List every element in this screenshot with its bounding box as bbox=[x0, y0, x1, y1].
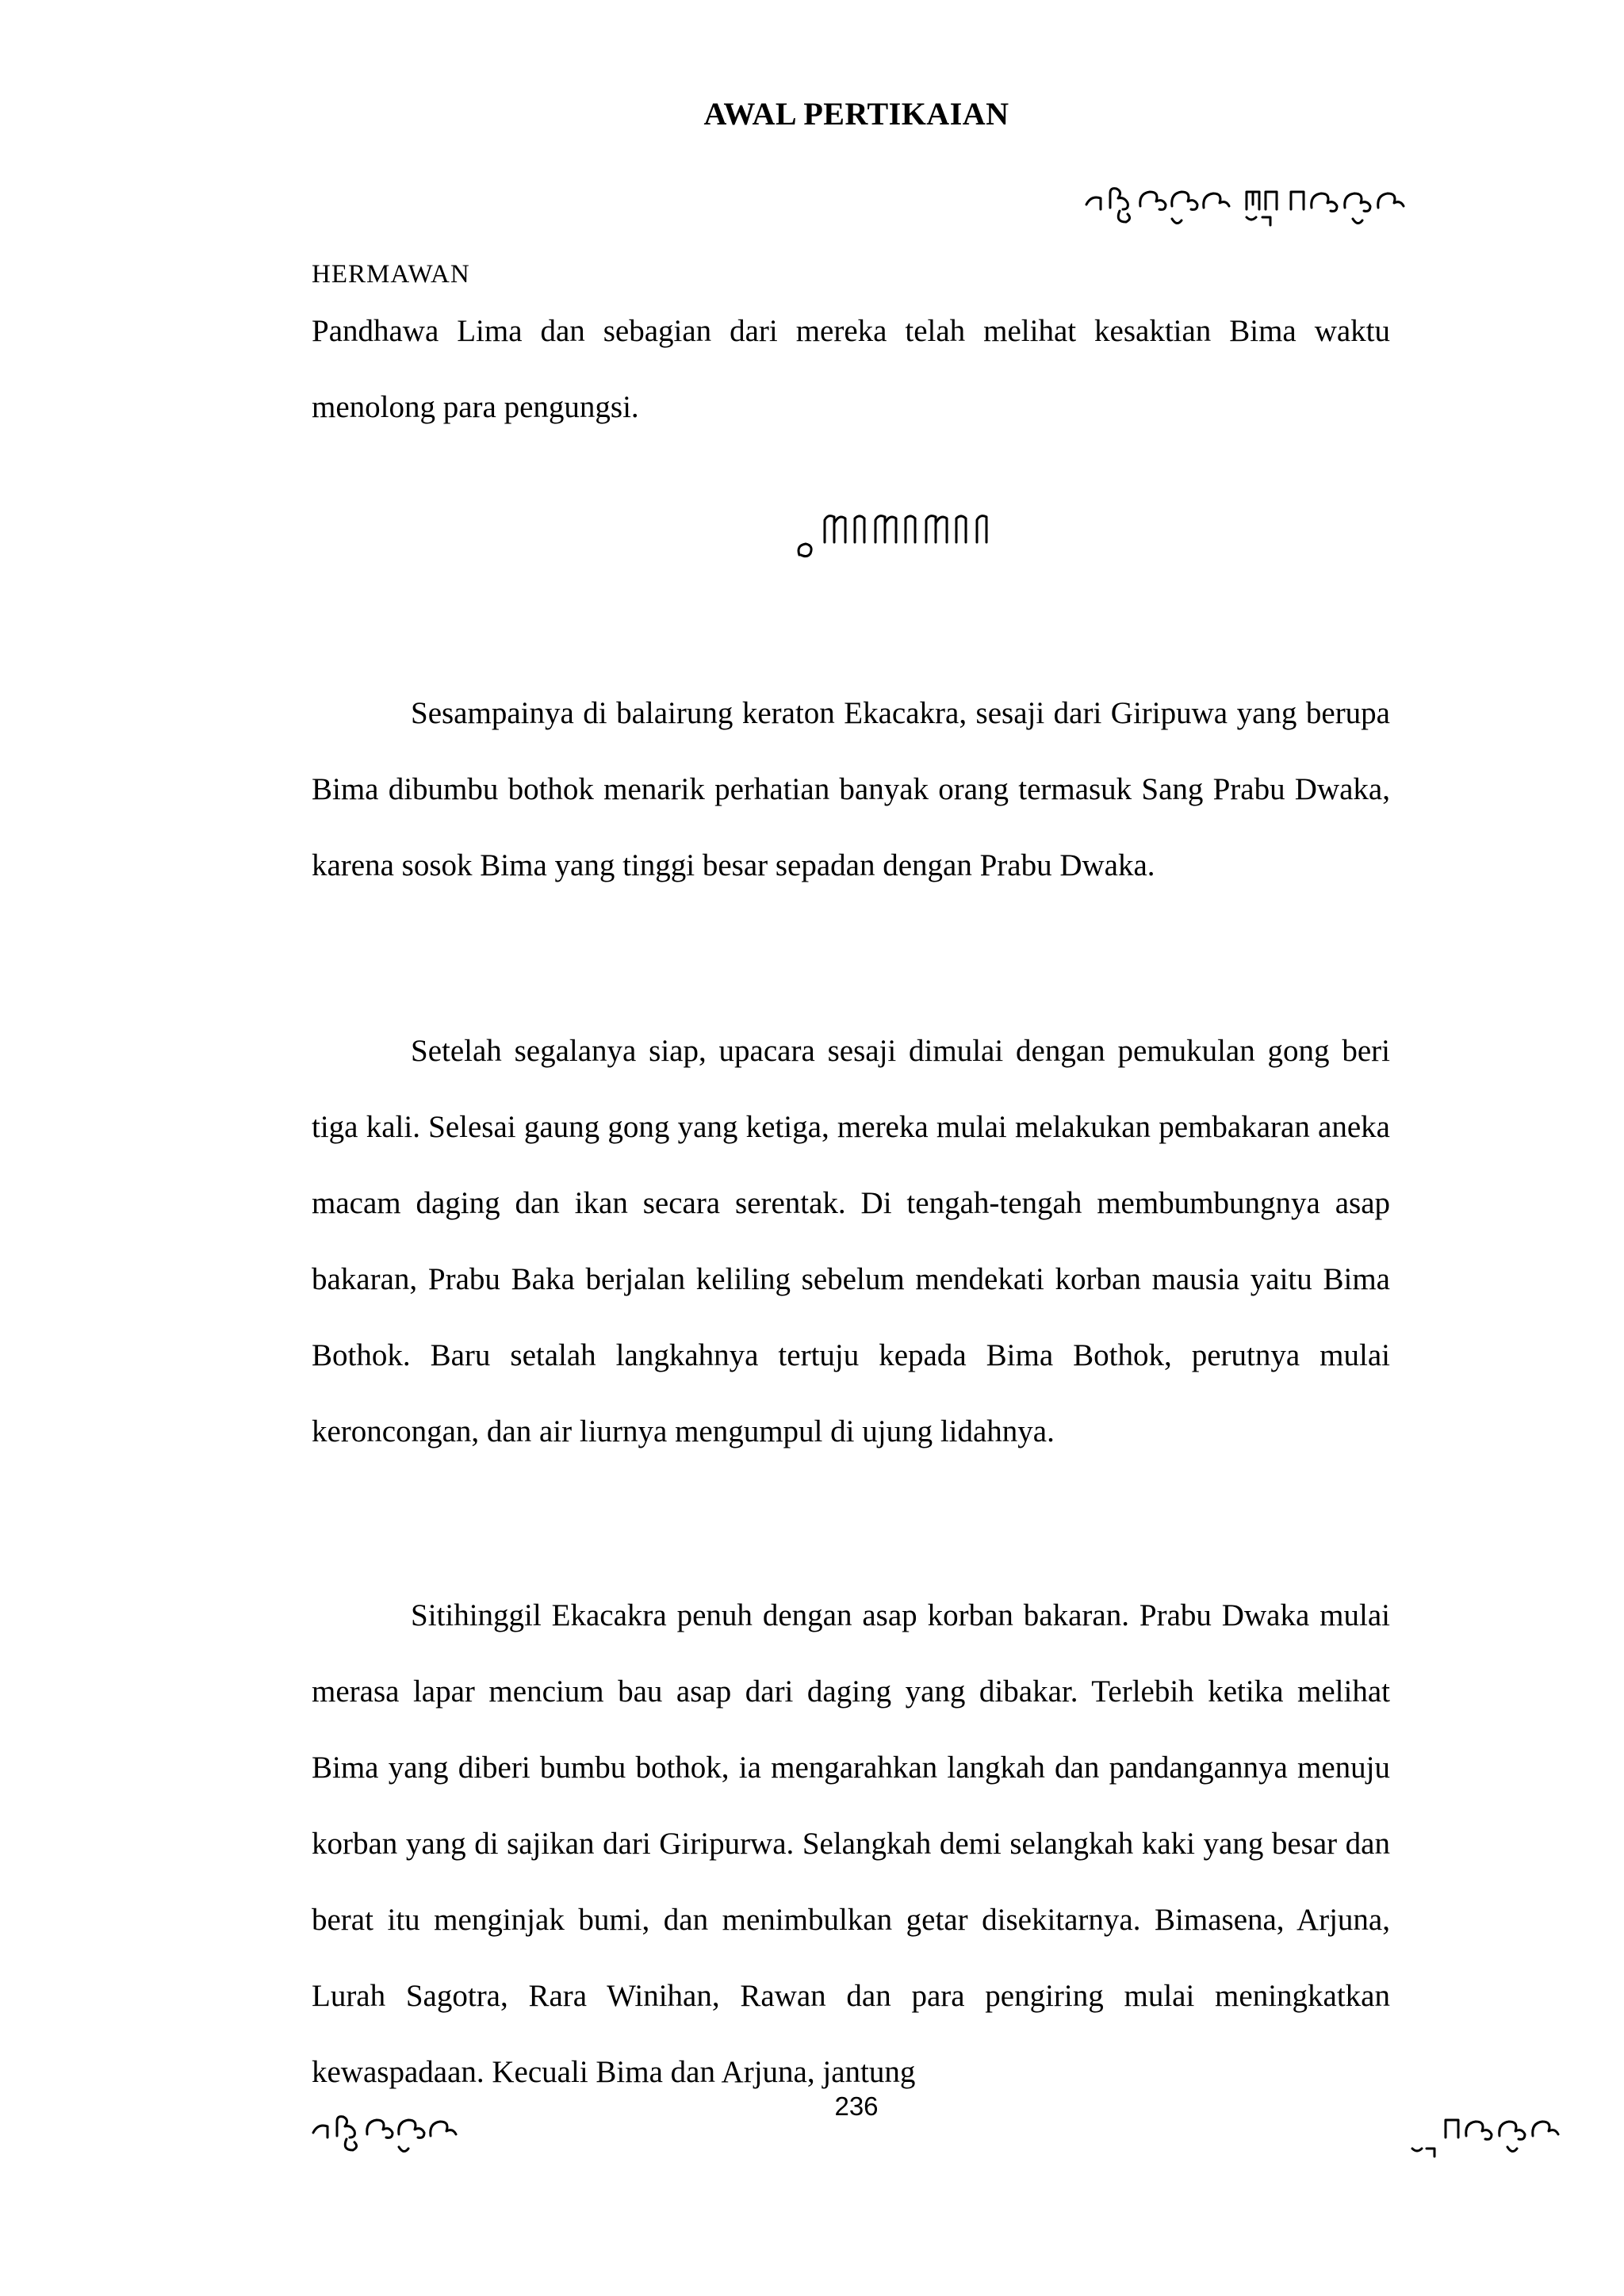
paragraph bbox=[312, 675, 1390, 904]
paragraph-text: Sitihinggil Ekacakra penuh dengan asap korban bakaran. Prabu Dwaka mulai merasa lapar mencium bau asap dari daging yang dibakar. Terlebih ketika melihat Bima yang diberi bumbu bothok, ia mengarahkan langkah dan pandangannya menuju korban yang di sajikan dari Giripurwa. Selangkah demi selangkah kaki yang besar dan berat itu menginjak bumi, dan menimbulkan getar disekitarnya. Bimasena, Arjuna, Lurah Sagotra, Rara Winihan, Rawan dan para pengiring mulai meningkatkan kewaspadaan. Kecuali Bima dan Arjuna, jantung bbox=[312, 1598, 1390, 2089]
intro-text: Pandhawa Lima dan sebagian dari mereka telah melihat kesaktian Bima waktu menolong para pengungsi. bbox=[312, 314, 1390, 424]
javanese-script-ornament-icon bbox=[1083, 181, 1416, 236]
page-number: 236 bbox=[834, 2091, 879, 2121]
page-title: AWAL PERTIKAIAN bbox=[703, 96, 1009, 132]
author-name: HERMAWAN bbox=[312, 260, 470, 289]
javanese-script-divider-icon bbox=[793, 507, 999, 563]
paragraph bbox=[312, 1578, 1390, 2110]
paragraph bbox=[312, 1013, 1390, 1470]
javanese-script-ornament-icon bbox=[310, 2109, 492, 2164]
javanese-script-ornament-icon bbox=[1409, 2109, 1568, 2164]
paragraph-text: Setelah segalanya siap, upacara sesaji dimulai dengan pemukulan gong beri tiga kali. Selesai gaung gong yang ketiga, mereka mulai melakukan pembakaran aneka macam daging dan ikan secara serentak. Di tengah-tengah membumbungnya asap bakaran, Prabu Baka berjalan keliling sebelum mendekati korban mausia yaitu Bima Bothok. Baru setalah langkahnya tertuju kepada Bima Bothok, perutnya mulai keroncongan, dan air liurnya mengumpul di ujung lidahnya. bbox=[312, 1034, 1390, 1448]
paragraph-text: Sesampainya di balairung keraton Ekacakra, sesaji dari Giripuwa yang berupa Bima dibumbu bothok menarik perhatian banyak orang termasuk Sang Prabu Dwaka, karena sosok Bima yang tinggi besar sepadan dengan Prabu Dwaka. bbox=[312, 696, 1390, 882]
